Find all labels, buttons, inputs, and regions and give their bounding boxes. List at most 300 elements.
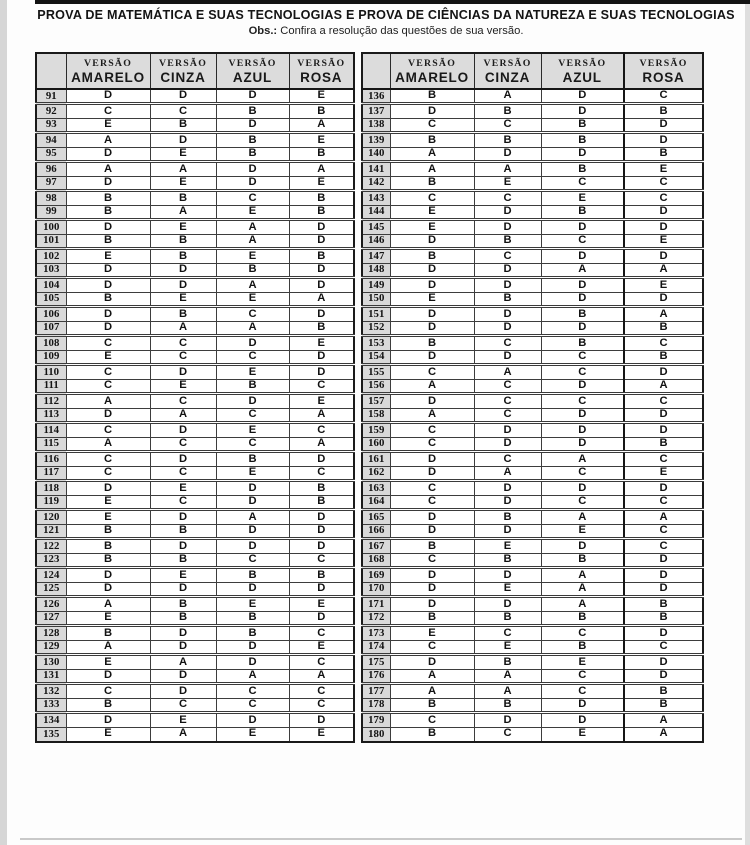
answer-cell: D xyxy=(541,147,624,162)
answer-cell: E xyxy=(216,466,289,481)
table-row xyxy=(362,495,703,510)
answer-cell: A xyxy=(390,379,474,394)
question-number: 154 xyxy=(362,350,390,365)
answer-cell: E xyxy=(624,278,703,293)
answer-cell: D xyxy=(390,350,474,365)
question-number: 134 xyxy=(36,713,66,728)
answer-cell: B xyxy=(216,452,289,467)
question-number: 113 xyxy=(36,408,66,423)
answer-cell: B xyxy=(150,553,216,568)
answer-cell: D xyxy=(66,582,150,597)
table-row xyxy=(36,394,354,409)
answer-cell: B xyxy=(150,611,216,626)
answer-cell: C xyxy=(390,423,474,438)
answer-cell: D xyxy=(541,321,624,336)
answer-cell: C xyxy=(150,394,216,409)
answer-cell: B xyxy=(66,626,150,641)
table-row xyxy=(362,104,703,119)
answer-cell: B xyxy=(216,263,289,278)
answer-cell: B xyxy=(289,568,354,583)
answer-cell: E xyxy=(150,147,216,162)
answer-cell: A xyxy=(541,263,624,278)
answer-cell: D xyxy=(474,423,541,438)
answer-cell: C xyxy=(390,495,474,510)
question-number: 132 xyxy=(36,684,66,699)
question-number: 180 xyxy=(362,727,390,742)
answer-cell: C xyxy=(216,553,289,568)
answer-cell: B xyxy=(289,205,354,220)
answer-cell: A xyxy=(150,655,216,670)
table-row xyxy=(362,292,703,307)
answer-cell: D xyxy=(474,321,541,336)
answer-cell: D xyxy=(541,104,624,119)
answer-cell: B xyxy=(624,611,703,626)
answer-cell: E xyxy=(150,220,216,235)
answer-cell: E xyxy=(390,292,474,307)
table-row xyxy=(362,220,703,235)
answer-cell: B xyxy=(66,524,150,539)
answer-cell: D xyxy=(390,104,474,119)
answer-cell: C xyxy=(289,423,354,438)
question-number: 95 xyxy=(36,147,66,162)
table-row xyxy=(362,611,703,626)
answer-cell: D xyxy=(624,133,703,148)
answer-cell: D xyxy=(624,669,703,684)
answer-cell: D xyxy=(216,524,289,539)
answer-cell: C xyxy=(216,191,289,206)
question-number: 138 xyxy=(362,118,390,133)
answer-cell: B xyxy=(216,104,289,119)
header-row xyxy=(362,53,703,89)
answer-cell: B xyxy=(474,510,541,525)
answer-cell: D xyxy=(150,510,216,525)
question-number: 119 xyxy=(36,495,66,510)
table-row xyxy=(362,133,703,148)
corner-cell xyxy=(362,53,390,89)
answer-cell: C xyxy=(150,495,216,510)
answer-cell: D xyxy=(624,553,703,568)
answer-cell: C xyxy=(474,118,541,133)
question-number: 174 xyxy=(362,640,390,655)
question-number: 110 xyxy=(36,365,66,380)
answer-cell: C xyxy=(541,234,624,249)
answer-cell: C xyxy=(541,626,624,641)
answer-cell: D xyxy=(150,539,216,554)
answer-cell: D xyxy=(541,89,624,104)
answer-cell: D xyxy=(474,307,541,322)
question-number: 179 xyxy=(362,713,390,728)
answer-cell: D xyxy=(289,234,354,249)
answer-cell: A xyxy=(289,118,354,133)
question-number: 146 xyxy=(362,234,390,249)
answer-cell: D xyxy=(216,394,289,409)
table-row xyxy=(362,365,703,380)
question-number: 99 xyxy=(36,205,66,220)
table-row xyxy=(36,423,354,438)
question-number: 171 xyxy=(362,597,390,612)
question-number: 136 xyxy=(362,89,390,104)
answer-cell: C xyxy=(390,713,474,728)
answer-cell: C xyxy=(66,104,150,119)
question-number: 172 xyxy=(362,611,390,626)
answer-cell: D xyxy=(289,278,354,293)
answer-cell: A xyxy=(474,684,541,699)
answer-cell: D xyxy=(150,89,216,104)
answer-cell: C xyxy=(289,655,354,670)
answer-cell: B xyxy=(66,234,150,249)
question-number: 129 xyxy=(36,640,66,655)
question-number: 126 xyxy=(36,597,66,612)
answer-cell: D xyxy=(474,147,541,162)
answer-cell: A xyxy=(66,597,150,612)
answer-cell: C xyxy=(624,539,703,554)
answer-cell: B xyxy=(624,698,703,713)
answer-cell: D xyxy=(216,162,289,177)
table-row xyxy=(362,307,703,322)
answer-cell: D xyxy=(216,481,289,496)
answer-cell: B xyxy=(390,698,474,713)
table-row xyxy=(362,713,703,728)
table-row xyxy=(362,437,703,452)
answer-cell: A xyxy=(624,263,703,278)
answer-cell: A xyxy=(216,321,289,336)
answer-cell: D xyxy=(624,292,703,307)
table-row xyxy=(36,495,354,510)
answer-cell: B xyxy=(624,437,703,452)
answer-cell: D xyxy=(216,336,289,351)
question-number: 117 xyxy=(36,466,66,481)
answer-cell: E xyxy=(66,727,150,742)
table-row xyxy=(362,89,703,104)
answer-cell: D xyxy=(390,263,474,278)
answer-cell: D xyxy=(289,524,354,539)
answer-cell: E xyxy=(289,89,354,104)
question-number: 176 xyxy=(362,669,390,684)
answer-cell: D xyxy=(624,481,703,496)
answer-cell: D xyxy=(390,466,474,481)
answer-cell: D xyxy=(150,278,216,293)
answer-cell: B xyxy=(390,727,474,742)
answer-cell: D xyxy=(624,408,703,423)
answer-cell: E xyxy=(624,466,703,481)
answer-cell: C xyxy=(624,191,703,206)
answer-cell: A xyxy=(216,278,289,293)
question-number: 92 xyxy=(36,104,66,119)
answer-cell: C xyxy=(624,89,703,104)
answer-cell: A xyxy=(66,133,150,148)
answer-cell: D xyxy=(216,118,289,133)
answer-cell: D xyxy=(66,263,150,278)
question-number: 114 xyxy=(36,423,66,438)
table-row xyxy=(362,626,703,641)
table-row xyxy=(36,191,354,206)
answer-cell: D xyxy=(66,307,150,322)
question-number: 108 xyxy=(36,336,66,351)
answer-cell: B xyxy=(216,133,289,148)
answer-cell: C xyxy=(289,626,354,641)
answer-cell: C xyxy=(541,495,624,510)
answer-cell: B xyxy=(474,611,541,626)
question-number: 94 xyxy=(36,133,66,148)
answer-cell: D xyxy=(390,568,474,583)
answer-cell: A xyxy=(66,162,150,177)
answer-cell: D xyxy=(66,278,150,293)
table-row xyxy=(36,597,354,612)
answer-cell: D xyxy=(216,89,289,104)
answer-cell: A xyxy=(150,162,216,177)
column-header-cinza: VERSÃO CINZA xyxy=(150,53,216,89)
answer-cell: B xyxy=(289,495,354,510)
question-number: 91 xyxy=(36,89,66,104)
table-row xyxy=(36,336,354,351)
answer-cell: D xyxy=(216,176,289,191)
answer-cell: A xyxy=(216,220,289,235)
scan-edge-left xyxy=(0,0,7,845)
answer-cell: D xyxy=(66,220,150,235)
answer-cell: C xyxy=(474,727,541,742)
answer-cell: E xyxy=(390,220,474,235)
table-row xyxy=(36,249,354,264)
answer-cell: E xyxy=(216,249,289,264)
answer-cell: C xyxy=(150,336,216,351)
answer-cell: A xyxy=(624,727,703,742)
table-row xyxy=(362,524,703,539)
answer-cell: C xyxy=(474,408,541,423)
answer-cell: B xyxy=(150,118,216,133)
question-number: 106 xyxy=(36,307,66,322)
answer-cell: D xyxy=(541,220,624,235)
answer-cell: C xyxy=(474,336,541,351)
question-number: 143 xyxy=(362,191,390,206)
answer-cell: D xyxy=(541,408,624,423)
answer-cell: D xyxy=(541,698,624,713)
answer-cell: B xyxy=(150,307,216,322)
table-row xyxy=(36,727,354,742)
answer-cell: E xyxy=(541,524,624,539)
answer-cell: C xyxy=(624,176,703,191)
table-row xyxy=(36,263,354,278)
question-number: 167 xyxy=(362,539,390,554)
answer-cell: C xyxy=(541,350,624,365)
answer-cell: B xyxy=(289,321,354,336)
table-row xyxy=(362,321,703,336)
answer-cell: E xyxy=(150,481,216,496)
question-number: 173 xyxy=(362,626,390,641)
answer-cell: B xyxy=(390,336,474,351)
answer-cell: E xyxy=(150,292,216,307)
answer-cell: B xyxy=(216,626,289,641)
answer-cell: D xyxy=(66,713,150,728)
answer-cell: C xyxy=(289,553,354,568)
column-header-cinza: VERSÃO CINZA xyxy=(474,53,541,89)
answer-cell: E xyxy=(150,379,216,394)
page-note xyxy=(30,25,742,37)
answer-cell: E xyxy=(474,582,541,597)
table-row xyxy=(36,307,354,322)
answer-cell: B xyxy=(66,698,150,713)
question-number: 122 xyxy=(36,539,66,554)
table-row xyxy=(36,104,354,119)
answer-cell: C xyxy=(216,437,289,452)
answer-cell: A xyxy=(150,727,216,742)
answer-cell: C xyxy=(289,466,354,481)
answer-cell: D xyxy=(541,292,624,307)
answer-cell: D xyxy=(390,278,474,293)
answer-cell: C xyxy=(390,437,474,452)
answer-cell: A xyxy=(289,669,354,684)
question-number: 141 xyxy=(362,162,390,177)
note-label: Obs.: xyxy=(248,25,278,37)
answer-cell: C xyxy=(624,452,703,467)
table-row xyxy=(362,582,703,597)
answer-cell: C xyxy=(66,684,150,699)
answer-cell: B xyxy=(390,611,474,626)
answer-cell: D xyxy=(541,423,624,438)
question-number: 152 xyxy=(362,321,390,336)
answer-cell: D xyxy=(474,481,541,496)
answer-cell: C xyxy=(289,698,354,713)
table-row xyxy=(362,147,703,162)
answer-cell: E xyxy=(66,655,150,670)
answer-cell: C xyxy=(624,394,703,409)
question-number: 170 xyxy=(362,582,390,597)
answer-cell: D xyxy=(289,263,354,278)
tables-wrap xyxy=(35,52,704,743)
question-number: 116 xyxy=(36,452,66,467)
question-number: 177 xyxy=(362,684,390,699)
answer-cell: A xyxy=(66,394,150,409)
table-row xyxy=(36,524,354,539)
question-number: 121 xyxy=(36,524,66,539)
question-number: 115 xyxy=(36,437,66,452)
answer-cell: E xyxy=(66,249,150,264)
answer-cell: B xyxy=(216,379,289,394)
table-row xyxy=(362,568,703,583)
answer-cell: A xyxy=(390,669,474,684)
answer-cell: D xyxy=(150,423,216,438)
answer-cell: D xyxy=(474,597,541,612)
answer-cell: A xyxy=(216,234,289,249)
question-number: 131 xyxy=(36,669,66,684)
question-number: 157 xyxy=(362,394,390,409)
header-row xyxy=(36,53,354,89)
answer-cell: E xyxy=(216,365,289,380)
table-row xyxy=(36,539,354,554)
answer-cell: E xyxy=(216,423,289,438)
answer-cell: D xyxy=(390,321,474,336)
answer-cell: E xyxy=(390,205,474,220)
answer-cell: B xyxy=(541,307,624,322)
answer-cell: D xyxy=(390,394,474,409)
answer-cell: C xyxy=(541,176,624,191)
answer-cell: C xyxy=(150,104,216,119)
answer-cell: B xyxy=(474,553,541,568)
answer-cell: E xyxy=(216,292,289,307)
answer-cell: D xyxy=(66,321,150,336)
answer-cell: A xyxy=(289,292,354,307)
table-row xyxy=(362,669,703,684)
answer-cell: B xyxy=(474,698,541,713)
answer-cell: A xyxy=(289,408,354,423)
question-number: 158 xyxy=(362,408,390,423)
answer-cell: A xyxy=(289,437,354,452)
answer-cell: B xyxy=(289,249,354,264)
question-number: 101 xyxy=(36,234,66,249)
table-row xyxy=(36,669,354,684)
answer-cell: C xyxy=(289,684,354,699)
answer-cell: E xyxy=(474,640,541,655)
answer-cell: D xyxy=(474,350,541,365)
answer-cell: B xyxy=(66,553,150,568)
question-number: 103 xyxy=(36,263,66,278)
answer-cell: D xyxy=(150,684,216,699)
question-number: 107 xyxy=(36,321,66,336)
question-number: 120 xyxy=(36,510,66,525)
answer-cell: D xyxy=(624,423,703,438)
table-row xyxy=(362,191,703,206)
table-row xyxy=(36,220,354,235)
table-row xyxy=(36,89,354,104)
answer-cell: D xyxy=(390,234,474,249)
table-row xyxy=(362,423,703,438)
answer-cell: D xyxy=(541,713,624,728)
answer-cell: D xyxy=(66,408,150,423)
answer-cell: D xyxy=(66,176,150,191)
table-row xyxy=(36,510,354,525)
answer-cell: D xyxy=(541,437,624,452)
table-row xyxy=(362,698,703,713)
answer-cell: D xyxy=(541,278,624,293)
answer-cell: D xyxy=(474,205,541,220)
page-title: PROVA DE MATEMÁTICA E SUAS TECNOLOGIAS E PROVA DE CIÊNCIAS DA NATUREZA E SUAS TECNOLOGIAS xyxy=(37,8,735,22)
answer-cell: D xyxy=(390,524,474,539)
answer-cell: D xyxy=(624,205,703,220)
table-row xyxy=(36,713,354,728)
table-row xyxy=(362,162,703,177)
answer-cell: B xyxy=(66,292,150,307)
answer-cell: C xyxy=(541,684,624,699)
answer-cell: C xyxy=(390,553,474,568)
answer-cell: C xyxy=(216,684,289,699)
answer-cell: D xyxy=(390,597,474,612)
answer-cell: E xyxy=(150,176,216,191)
answer-cell: C xyxy=(541,466,624,481)
answer-cell: D xyxy=(289,307,354,322)
answer-cell: C xyxy=(474,379,541,394)
answer-cell: E xyxy=(216,597,289,612)
table-row xyxy=(36,176,354,191)
answer-cell: B xyxy=(150,191,216,206)
answer-cell: D xyxy=(216,640,289,655)
answer-cell: A xyxy=(150,408,216,423)
question-number: 160 xyxy=(362,437,390,452)
table-row xyxy=(36,379,354,394)
answer-cell: A xyxy=(150,205,216,220)
answer-cell: D xyxy=(624,118,703,133)
scan-edge-right xyxy=(745,0,750,845)
answer-cell: D xyxy=(390,655,474,670)
table-row xyxy=(362,336,703,351)
answer-cell: A xyxy=(390,162,474,177)
answer-cell: B xyxy=(541,118,624,133)
question-number: 133 xyxy=(36,698,66,713)
answer-cell: B xyxy=(289,481,354,496)
answer-cell: C xyxy=(474,394,541,409)
answer-cell: D xyxy=(150,669,216,684)
answer-cell: D xyxy=(150,582,216,597)
answer-cell: E xyxy=(66,611,150,626)
answer-cell: A xyxy=(390,147,474,162)
